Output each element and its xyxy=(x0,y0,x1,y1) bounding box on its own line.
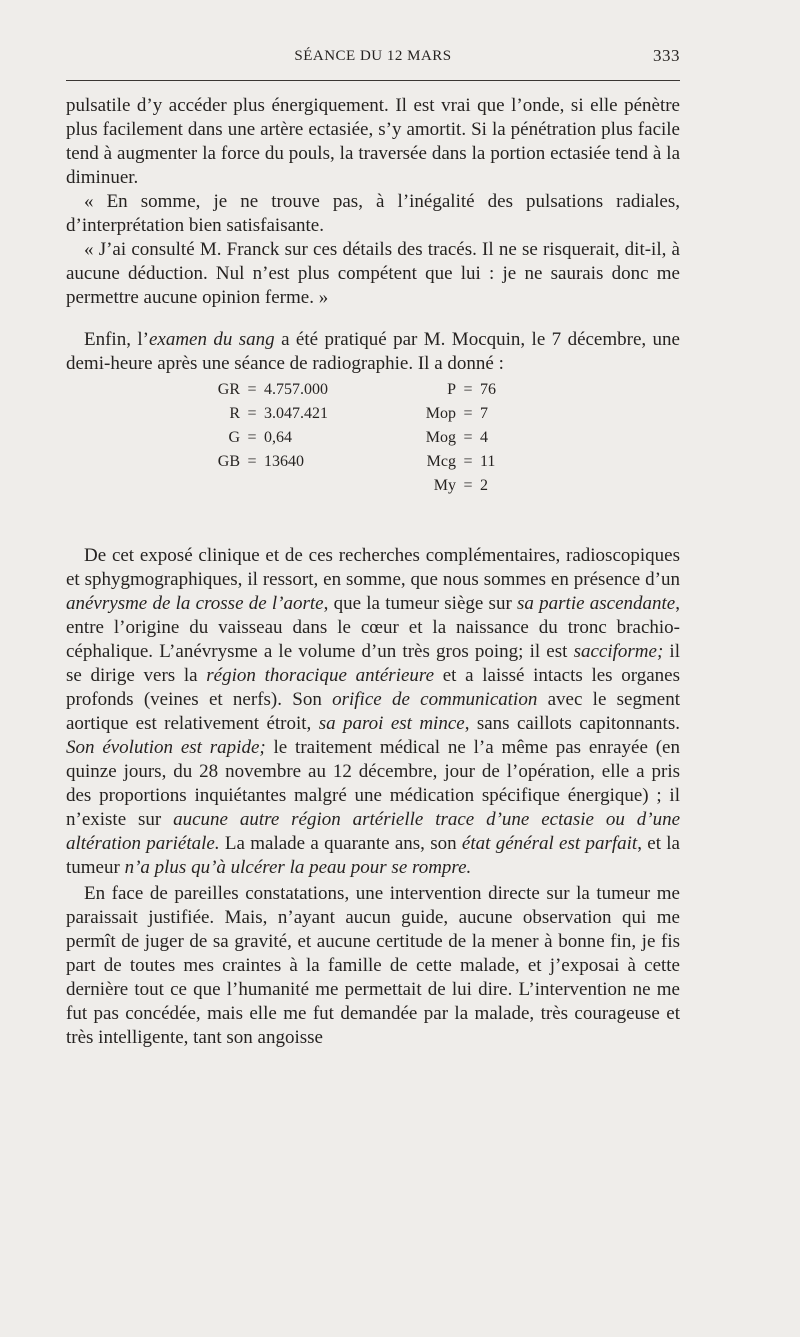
paragraph-4 xyxy=(66,328,680,376)
blood-count-table xyxy=(66,376,680,506)
main-text xyxy=(66,94,680,1050)
paragraph-5 xyxy=(66,544,680,880)
p5-text-9: La malade a quarante ans, son xyxy=(219,833,462,854)
blood-key: Mcg xyxy=(426,453,456,470)
p5-italic-4: région thoracique antérieure xyxy=(206,665,435,686)
p5-italic-1: anévrysme de la crosse de l’aorte xyxy=(66,593,324,614)
blood-value: 3.047.421 xyxy=(264,405,328,422)
p5-italic-6: sa paroi est mince xyxy=(318,713,465,734)
blood-row xyxy=(416,378,496,402)
blood-row xyxy=(206,426,328,450)
p5-italic-8: aucune autre région artérielle trace d’une ectasie ou d’une altération pariétale. xyxy=(66,809,680,854)
equals-sign: = xyxy=(463,405,473,422)
blood-row xyxy=(416,402,496,426)
blood-row xyxy=(416,426,496,450)
blood-value: 7 xyxy=(480,405,488,422)
p5-text-7: , sans caillots capitonnants. xyxy=(464,713,680,734)
p5-italic-3: sacciforme; xyxy=(573,641,664,662)
blood-value: 4.757.000 xyxy=(264,381,328,398)
header-title: SÉANCE DU 12 MARS xyxy=(294,48,452,64)
blood-key: My xyxy=(433,477,456,494)
blood-key: R xyxy=(229,405,240,422)
p4-italic: examen du sang xyxy=(148,329,275,350)
p5-italic-9: état général est parfait xyxy=(461,833,638,854)
p5-italic-2: sa partie ascendante xyxy=(517,593,676,614)
equals-sign: = xyxy=(463,429,473,446)
p5-text-2: , que la tumeur siège sur xyxy=(323,593,518,614)
p5-text-3: , entre l’origine du vaisseau dans le cœur et la naissance du tronc brachio-céphalique. L’anévrysme a le volume d’un très gros poing; il est xyxy=(66,593,680,662)
blood-key: G xyxy=(228,429,240,446)
p5-italic-7: Son évolution est rapide; xyxy=(66,737,266,758)
blood-row xyxy=(206,378,328,402)
paragraph-2: « En somme, je ne trouve pas, à l’inégalité des pulsations radiales, d’interprétation bien satisfaisante. xyxy=(66,191,680,236)
equals-sign: = xyxy=(247,405,257,422)
blood-value: 13640 xyxy=(264,453,304,470)
blood-value: 76 xyxy=(480,381,496,398)
blood-value: 2 xyxy=(480,477,488,494)
blood-count-left-column xyxy=(206,378,328,474)
equals-sign: = xyxy=(247,381,257,398)
blood-row xyxy=(206,450,328,474)
p5-text-8: le traitement médical ne l’a même pas enrayée (en quinze jours, du 28 novembre au 12 décembre, jour de l’opération, elle a pris des proportions inquiétantes malgré une médication spécifique énergique) ; il n’existe sur xyxy=(66,737,680,830)
p5-text-6: avec le segment aortique est relativement étroit, xyxy=(66,689,680,734)
page-number: 333 xyxy=(653,46,680,65)
equals-sign: = xyxy=(247,453,257,470)
blood-row xyxy=(416,474,496,498)
blood-row xyxy=(416,450,496,474)
equals-sign: = xyxy=(463,381,473,398)
blood-key: GB xyxy=(217,453,240,470)
blood-row xyxy=(206,402,328,426)
blood-value: 11 xyxy=(480,453,496,470)
running-header xyxy=(66,44,680,72)
p4-text-a: Enfin, l’ xyxy=(84,329,149,350)
equals-sign: = xyxy=(247,429,257,446)
p5-text-10: , et la tumeur xyxy=(66,833,680,878)
blood-key: Mog xyxy=(425,429,456,446)
blood-count-right-column xyxy=(416,378,496,498)
header-rule xyxy=(66,80,680,81)
equals-sign: = xyxy=(463,453,473,470)
p4-text-b: a été pratiqué par M. Mocquin, le 7 décembre, une demi-heure après une séance de radiographie. Il a donné : xyxy=(66,329,680,374)
blood-value: 0,64 xyxy=(264,429,292,446)
p5-italic-10: n’a plus qu’à ulcérer la peau pour se rompre. xyxy=(124,857,472,878)
p5-italic-5: orifice de communication xyxy=(332,689,538,710)
paragraph-1: pulsatile d’y accéder plus énergiquement. Il est vrai que l’onde, si elle pénètre plus facilement dans une artère ectasiée, s’y amortit. Si la pénétration plus facile tend à augmenter la force du pouls, la traversée dans la portion ectasiée tend à la diminuer. xyxy=(66,95,680,188)
equals-sign: = xyxy=(463,477,473,494)
p5-text-4: il se dirige vers la xyxy=(66,641,680,686)
p5-text-1: De cet exposé clinique et de ces recherches complémentaires, radioscopiques et sphygmographiques, il ressort, en somme, que nous sommes en présence d’un xyxy=(66,545,680,590)
blood-key: P xyxy=(447,381,456,398)
paragraph-6: En face de pareilles constatations, une intervention directe sur la tumeur me paraissait justifiée. Mais, n’ayant aucun guide, aucune observation qui me permît de juger de sa gravité, et aucune certitude de la mener à bonne fin, je fis part de toutes mes craintes à la famille de cette malade, et j’exposai à cette dernière tout ce que l’humanité me permettait de lui dire. L’intervention ne me fut pas concédée, mais elle me fut demandée par la malade, très courageuse et très intelligente, tant son angoisse xyxy=(66,883,680,1048)
p5-text-5: et a laissé intacts les organes profonds (veines et nerfs). Son xyxy=(66,665,680,710)
paragraph-3: « J’ai consulté M. Franck sur ces détails des tracés. Il ne se risquerait, dit-il, à aucune déduction. Nul n’est plus compétent que lui : je ne saurais donc me permettre aucune opinion ferme. » xyxy=(66,239,680,308)
blood-value: 4 xyxy=(480,429,488,446)
blood-key: Mop xyxy=(425,405,456,422)
blood-key: GR xyxy=(217,381,240,398)
